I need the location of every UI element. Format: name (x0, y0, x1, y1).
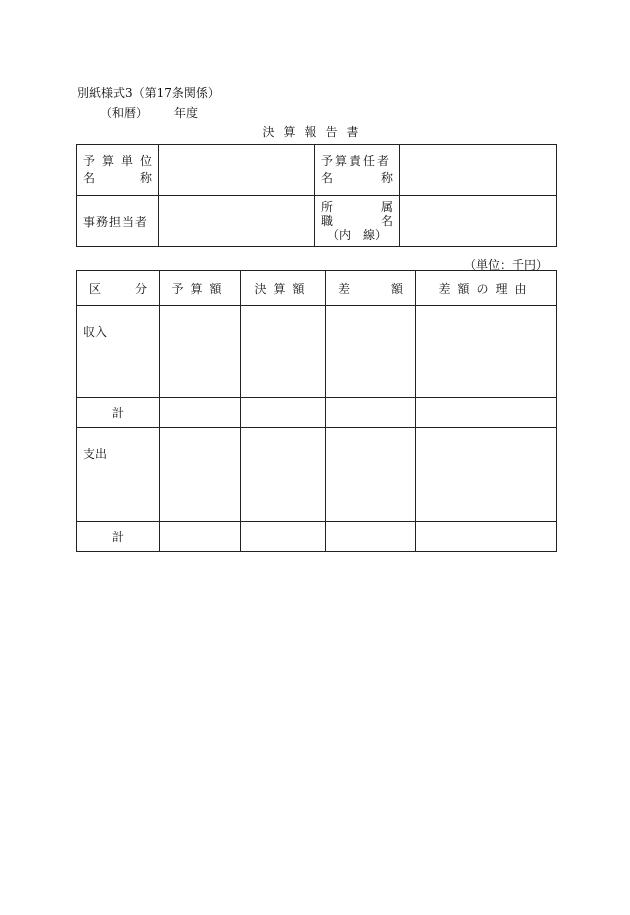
dept-position-value[interactable] (400, 196, 557, 247)
budget-unit-value[interactable] (159, 145, 315, 196)
document-title: 決算報告書 (262, 125, 368, 139)
budget-manager-label: 予算責任者 名 称 (315, 145, 400, 196)
form-number: 別紙様式3（第17条関係） (77, 86, 220, 100)
income-budget-cell[interactable] (160, 306, 241, 398)
expense-total-row (77, 522, 557, 552)
header-category: 区 分 (77, 271, 160, 306)
header-reason: 差額の理由 (416, 271, 557, 306)
income-reason-cell[interactable] (416, 306, 557, 398)
income-total-settlement-cell[interactable] (241, 398, 326, 428)
budget-manager-value[interactable] (400, 145, 557, 196)
expense-row (77, 428, 557, 522)
year-label: 年度 (174, 106, 199, 120)
expense-settlement-cell[interactable] (241, 428, 326, 522)
expense-total-difference-cell[interactable] (326, 522, 416, 552)
dept-position-label: 所 属 職 名 （内 線） (315, 196, 400, 247)
era-label: （和暦） (100, 106, 149, 120)
staff-label: 事務担当者 (77, 196, 159, 247)
income-total-reason-cell[interactable] (416, 398, 557, 428)
expense-label: 支出 (77, 428, 160, 522)
expense-reason-cell[interactable] (416, 428, 557, 522)
header-budget: 予算額 (160, 271, 241, 306)
staff-value[interactable] (159, 196, 315, 247)
era-line (100, 104, 198, 121)
expense-total-reason-cell[interactable] (416, 522, 557, 552)
settlement-table (76, 270, 557, 552)
unit-note: （単位：千円） (463, 258, 548, 272)
income-label: 収入 (77, 306, 160, 398)
budget-unit-label: 予 算 単 位 名 称 (77, 145, 159, 196)
expense-difference-cell[interactable] (326, 428, 416, 522)
expense-budget-cell[interactable] (160, 428, 241, 522)
info-table (76, 144, 557, 247)
header-settlement: 決算額 (241, 271, 326, 306)
income-difference-cell[interactable] (326, 306, 416, 398)
income-total-label: 計 (77, 398, 160, 428)
expense-total-settlement-cell[interactable] (241, 522, 326, 552)
expense-total-budget-cell[interactable] (160, 522, 241, 552)
income-total-difference-cell[interactable] (326, 398, 416, 428)
header-difference: 差 額 (326, 271, 416, 306)
income-total-row (77, 398, 557, 428)
income-total-budget-cell[interactable] (160, 398, 241, 428)
income-settlement-cell[interactable] (241, 306, 326, 398)
income-row (77, 306, 557, 398)
expense-total-label: 計 (77, 522, 160, 552)
